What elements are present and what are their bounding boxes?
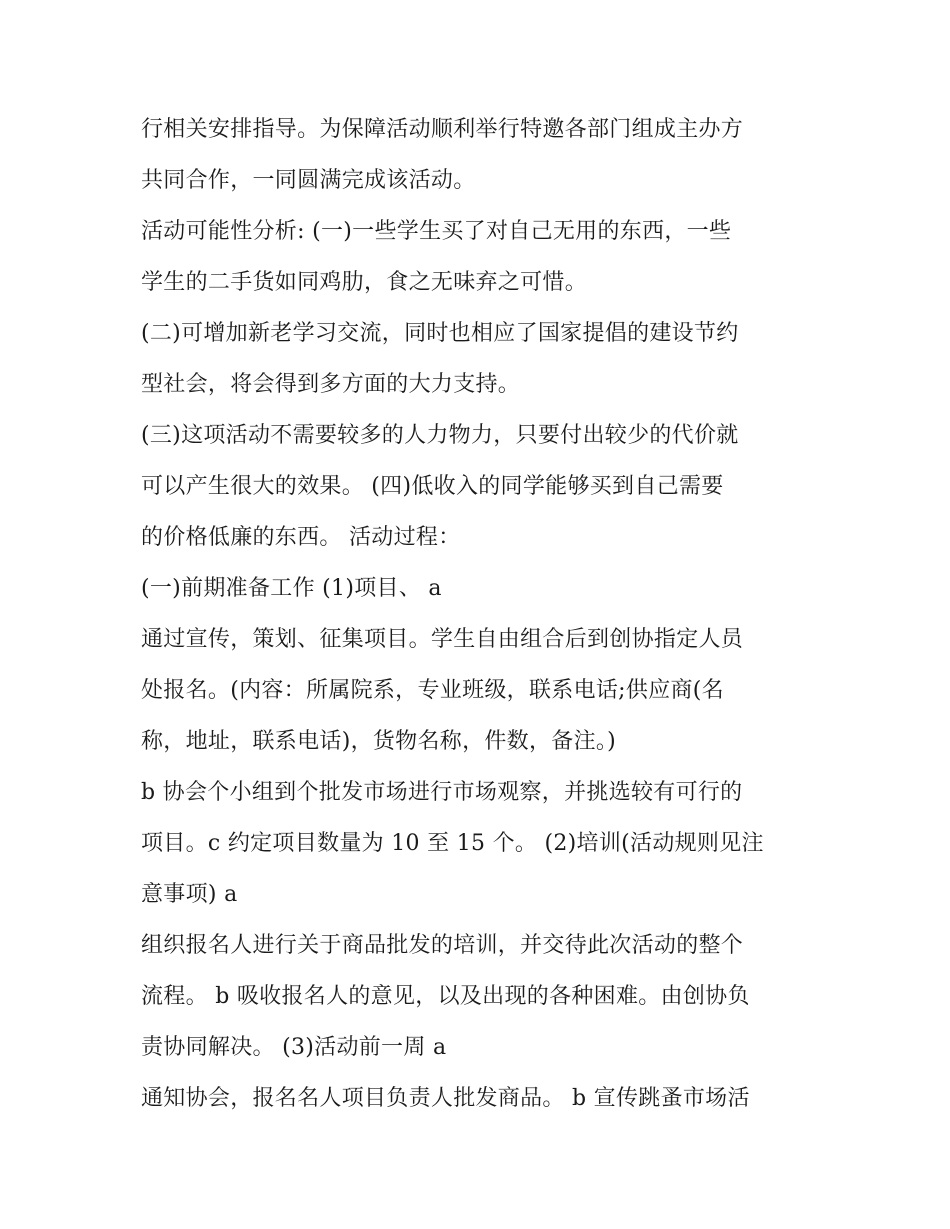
text-line: 通知协会，报名名人项目负责人批发商品。 b 宣传跳蚤市场活 [141, 1086, 750, 1111]
text-line: 学生的二手货如同鸡肋，食之无味弃之可惜。 [141, 270, 588, 295]
text-line: 活动可能性分析: (一)一些学生买了对自己无用的东西，一些 [141, 219, 732, 244]
text-line: 项目。c 约定项目数量为 10 至 15 个。 (2)培训(活动规则见注 [141, 831, 764, 856]
text-line: 可以产生很大的效果。 (四)低收入的同学能够买到自己需要 [141, 474, 724, 499]
text-line: 称，地址，联系电话)，货物名称，件数，备注。) [141, 729, 617, 754]
text-line: (三)这项活动不需要较多的人力物力，只要付出较少的代价就 [141, 423, 739, 448]
text-line: (二)可增加新老学习交流，同时也相应了国家提倡的建设节约 [141, 321, 739, 346]
text-line: (一)前期准备工作 (1)项目、 a [141, 576, 442, 601]
text-line: 型社会，将会得到多方面的大力支持。 [141, 372, 521, 397]
document-body [141, 104, 821, 1124]
text-line: 的价格低廉的东西。 活动过程： [141, 525, 461, 550]
text-line: 责协同解决。 (3)活动前一周 a [141, 1035, 447, 1060]
text-line: 处报名。(内容：所属院系，专业班级，联系电话;供应商(名 [141, 678, 724, 703]
text-line: 意事项) a [141, 882, 238, 907]
text-line: 行相关安排指导。为保障活动顺利举行特邀各部门组成主办方 [141, 117, 744, 142]
text-line: 组织报名人进行关于商品批发的培训，并交待此次活动的整个 [141, 933, 744, 958]
text-line: 流程。 b 吸收报名人的意见，以及出现的各种困难。由创协负 [141, 984, 750, 1009]
text-line: 共同合作，一同圆满完成该活动。 [141, 168, 476, 193]
text-line: 通过宣传，策划、征集项目。学生自由组合后到创协指定人员 [141, 627, 744, 652]
text-line: b 协会个小组到个批发市场进行市场观察，并挑选较有可行的 [141, 780, 743, 805]
